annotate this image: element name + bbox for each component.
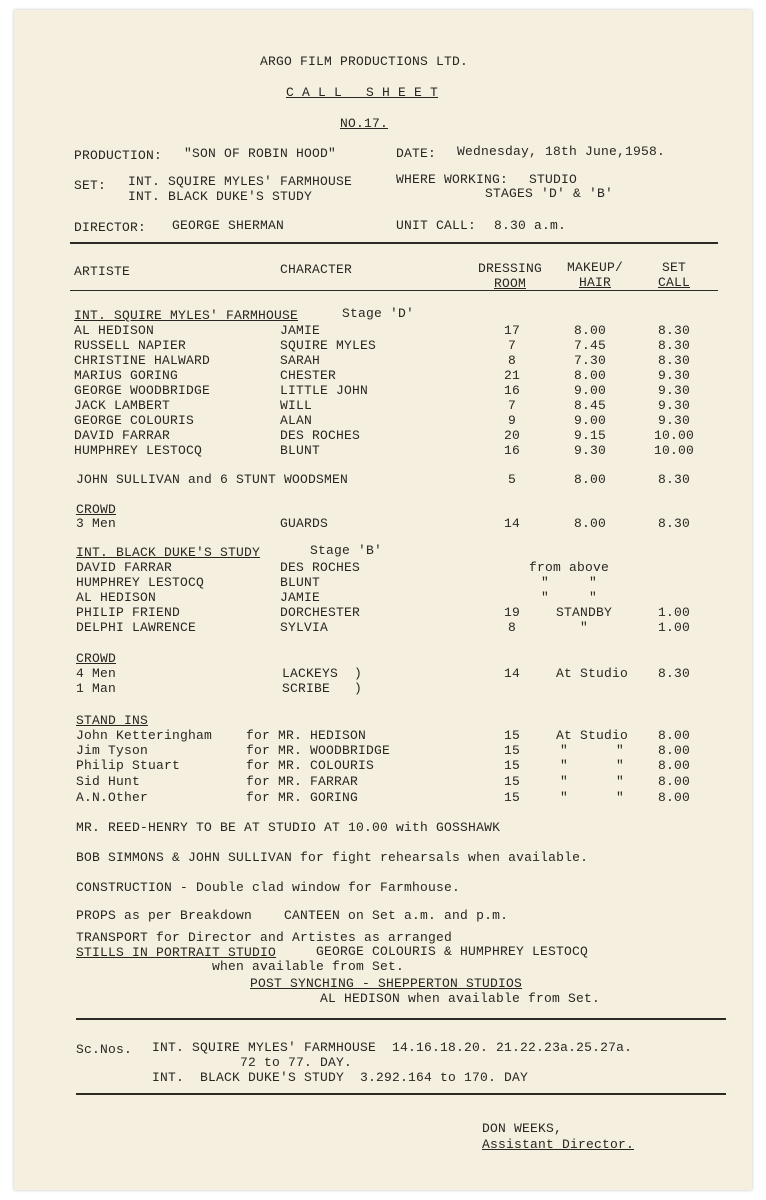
sheet-title: C A L L S H E E T xyxy=(286,85,439,100)
character-name: SARAH xyxy=(280,353,321,368)
stunt-row xyxy=(14,472,752,487)
table-row xyxy=(14,590,752,605)
set-call-time: 1.00 xyxy=(657,620,690,635)
col-artiste: ARTISTE xyxy=(74,264,131,279)
table-row xyxy=(14,605,752,620)
character-name: SQUIRE MYLES xyxy=(280,338,377,353)
stand-in-for: for MR. WOODBRIDGE xyxy=(246,743,391,758)
crowd-makeup-time: At Studio xyxy=(555,666,628,681)
dressing-room: 21 xyxy=(503,368,520,383)
col-dressing-2: ROOM xyxy=(493,276,526,291)
set-label: SET: xyxy=(74,178,107,193)
note-post-synching-line-2: AL HEDISON when available from Set. xyxy=(320,991,601,1006)
artiste-name: AL HEDISON xyxy=(76,590,157,605)
dressing-room: 7 xyxy=(507,338,516,353)
character-name: BLUNT xyxy=(280,575,321,590)
dressing-room: 8 xyxy=(507,620,516,635)
date-value: Wednesday, 18th June,1958. xyxy=(457,144,666,159)
table-row xyxy=(14,774,752,789)
set-line-1: INT. SQUIRE MYLES' FARMHOUSE xyxy=(128,174,353,189)
scenes-line-1: INT. SQUIRE MYLES' FARMHOUSE 14.16.18.20. 21.22.23a.25.27a. xyxy=(152,1040,633,1055)
stand-in-for: for MR. HEDISON xyxy=(246,728,367,743)
artiste-name: DAVID FARRAR xyxy=(76,560,173,575)
character-name: LITTLE JOHN xyxy=(280,383,369,398)
table-row xyxy=(14,398,752,413)
set-call-time: 8.00 xyxy=(657,774,690,789)
dressing-room: 15 xyxy=(503,790,520,805)
artiste-name: GEORGE COLOURIS xyxy=(74,413,195,428)
character-name: DES ROCHES xyxy=(280,560,361,575)
character-name: DORCHESTER xyxy=(280,605,361,620)
table-row xyxy=(14,338,752,353)
stand-in-name: A.N.Other xyxy=(76,790,149,805)
stand-in-name: John Ketteringham xyxy=(76,728,213,743)
divider-top xyxy=(70,242,718,244)
set-call-time: 10.00 xyxy=(653,428,694,443)
artiste-name: DELPHI LAWRENCE xyxy=(76,620,197,635)
set-call-time: 8.30 xyxy=(657,516,690,531)
note-stills-label: STILLS IN PORTRAIT STUDIO xyxy=(76,945,277,960)
dressing-room: 19 xyxy=(503,605,520,620)
artiste-name: 3 Men xyxy=(76,516,117,531)
unit-call-label: UNIT CALL: xyxy=(396,218,477,233)
makeup-time: " " xyxy=(540,590,597,605)
stand-in-name: Sid Hunt xyxy=(76,774,141,789)
dressing-room: 8 xyxy=(507,353,516,368)
makeup-time: " " xyxy=(559,758,624,773)
artiste-name: MARIUS GORING xyxy=(74,368,179,383)
artiste-name: JACK LAMBERT xyxy=(74,398,171,413)
makeup-time: 9.00 xyxy=(573,383,606,398)
divider-scenes-bottom xyxy=(76,1093,726,1095)
artiste-name: RUSSELL NAPIER xyxy=(74,338,187,353)
table-row xyxy=(14,790,752,805)
note-stills-value: GEORGE COLOURIS & HUMPHREY LESTOCQ xyxy=(316,944,589,959)
director-label: DIRECTOR: xyxy=(74,220,147,235)
character-name: ALAN xyxy=(280,413,313,428)
makeup-time: 7.30 xyxy=(573,353,606,368)
character-name: LACKEYS ) xyxy=(282,666,363,681)
makeup-time: 8.00 xyxy=(573,516,606,531)
set-call-time: 1.00 xyxy=(657,605,690,620)
dressing-room: 9 xyxy=(507,413,516,428)
date-label: DATE: xyxy=(396,146,437,161)
makeup-time: 9.30 xyxy=(573,443,606,458)
artiste-name: GEORGE WOODBRIDGE xyxy=(74,383,211,398)
where-working-value: STUDIO xyxy=(529,172,578,187)
dressing-room: 16 xyxy=(503,443,520,458)
makeup-time: " " xyxy=(559,790,624,805)
makeup-time: 8.45 xyxy=(573,398,606,413)
artiste-name: HUMPHREY LESTOCQ xyxy=(76,575,205,590)
set-call-time: 8.00 xyxy=(657,728,690,743)
table-row xyxy=(14,758,752,773)
set-call-time: 8.30 xyxy=(657,323,690,338)
divider-header xyxy=(70,290,718,291)
set-call-time: 8.30 xyxy=(657,338,690,353)
note-post-synching: POST SYNCHING - SHEPPERTON STUDIOS xyxy=(250,976,523,991)
table-row xyxy=(14,743,752,758)
crowd-row xyxy=(14,516,752,531)
dressing-room: 15 xyxy=(503,728,520,743)
col-makeup-2: HAIR xyxy=(578,275,611,290)
production-title: "SON OF ROBIN HOOD" xyxy=(184,146,337,161)
makeup-time: 9.15 xyxy=(573,428,606,443)
sheet-number: NO.17. xyxy=(340,116,389,131)
makeup-time: 7.45 xyxy=(573,338,606,353)
director-value: GEORGE SHERMAN xyxy=(172,218,285,233)
makeup-time: " " xyxy=(559,774,624,789)
col-dressing-1: DRESSING xyxy=(477,261,542,276)
character-name: BLUNT xyxy=(280,443,321,458)
dressing-room: 17 xyxy=(503,323,520,338)
table-row xyxy=(14,368,752,383)
character-name: SYLVIA xyxy=(280,620,329,635)
dressing-room: 16 xyxy=(503,383,520,398)
company-name: ARGO FILM PRODUCTIONS LTD. xyxy=(260,54,469,69)
set-line-2: INT. BLACK DUKE'S STUDY xyxy=(128,189,313,204)
production-label: PRODUCTION: xyxy=(74,148,163,163)
table-row xyxy=(14,323,752,338)
makeup-time: " " xyxy=(559,743,624,758)
makeup-time: 8.00 xyxy=(573,368,606,383)
artiste-name: PHILIP FRIEND xyxy=(76,605,181,620)
dressing-room: 15 xyxy=(503,743,520,758)
section-1-stage: Stage 'D' xyxy=(342,306,415,321)
crowd-row xyxy=(14,666,752,681)
dressing-room: 20 xyxy=(503,428,520,443)
crowd-dressing-room: 14 xyxy=(503,666,520,681)
stages-value: STAGES 'D' & 'B' xyxy=(485,186,614,201)
stand-in-for: for MR. COLOURIS xyxy=(246,758,375,773)
call-sheet-paper xyxy=(14,10,752,1190)
stand-in-name: Philip Stuart xyxy=(76,758,181,773)
stunt-text: JOHN SULLIVAN and 6 STUNT WOODSMEN xyxy=(76,472,349,487)
scenes-line-3: INT. BLACK DUKE'S STUDY 3.292.164 to 170. DAY xyxy=(152,1070,529,1085)
artiste-name: 1 Man xyxy=(76,681,117,696)
divider-scenes-top xyxy=(76,1018,726,1020)
signature-title: Assistant Director. xyxy=(482,1137,635,1152)
character-name: SCRIBE ) xyxy=(282,681,363,696)
dressing-room: 7 xyxy=(507,398,516,413)
unit-call-value: 8.30 a.m. xyxy=(494,218,567,233)
table-row xyxy=(14,353,752,368)
crowd-row xyxy=(14,681,752,696)
character-name: DES ROCHES xyxy=(280,428,361,443)
set-call-time: 8.00 xyxy=(657,758,690,773)
stand-ins-title: STAND INS xyxy=(76,713,149,728)
set-call-time: 9.30 xyxy=(657,398,690,413)
dressing-room: 5 xyxy=(507,472,516,487)
artiste-name: 4 Men xyxy=(76,666,117,681)
table-row xyxy=(14,575,752,590)
scenes-line-2: 72 to 77. DAY. xyxy=(240,1055,353,1070)
table-row xyxy=(14,560,752,575)
stand-in-for: for MR. FARRAR xyxy=(246,774,359,789)
makeup-time: 8.00 xyxy=(573,323,606,338)
dressing-room: 15 xyxy=(503,758,520,773)
note-transport: TRANSPORT for Director and Artistes as arranged xyxy=(76,930,453,945)
artiste-name: DAVID FARRAR xyxy=(74,428,171,443)
set-call-time: 9.30 xyxy=(657,368,690,383)
signature-name: DON WEEKS, xyxy=(482,1121,563,1136)
col-set-2: CALL xyxy=(657,275,690,290)
set-call-time: 8.00 xyxy=(657,790,690,805)
dressing-room: 14 xyxy=(503,516,520,531)
table-row xyxy=(14,413,752,428)
makeup-time: from above xyxy=(528,560,609,575)
makeup-time: 9.00 xyxy=(573,413,606,428)
note-props: PROPS as per Breakdown CANTEEN on Set a.m. and p.m. xyxy=(76,908,509,923)
makeup-time: STANDBY xyxy=(555,605,612,620)
set-call-time: 8.00 xyxy=(657,743,690,758)
table-row xyxy=(14,443,752,458)
note-construction: CONSTRUCTION - Double clad window for Farmhouse. xyxy=(76,880,461,895)
note-reed-henry: MR. REED-HENRY TO BE AT STUDIO AT 10.00 with GOSSHAWK xyxy=(76,820,501,835)
section-1-title: INT. SQUIRE MYLES' FARMHOUSE xyxy=(74,308,299,323)
crowd-title: CROWD xyxy=(76,502,117,517)
set-call-time: 9.30 xyxy=(657,413,690,428)
crowd-title: CROWD xyxy=(76,651,117,666)
stand-in-name: Jim Tyson xyxy=(76,743,149,758)
character-name: GUARDS xyxy=(280,516,329,531)
where-working-label: WHERE WORKING: xyxy=(396,172,509,187)
makeup-time: " xyxy=(579,620,588,635)
makeup-time: At Studio xyxy=(555,728,628,743)
set-call-time: 10.00 xyxy=(653,443,694,458)
set-call-time: 8.30 xyxy=(657,353,690,368)
artiste-name: HUMPHREY LESTOCQ xyxy=(74,443,203,458)
character-name: WILL xyxy=(280,398,313,413)
table-row xyxy=(14,428,752,443)
scenes-label: Sc.Nos. xyxy=(76,1042,133,1057)
artiste-name: AL HEDISON xyxy=(74,323,155,338)
artiste-name: CHRISTINE HALWARD xyxy=(74,353,211,368)
stand-in-for: for MR. GORING xyxy=(246,790,359,805)
character-name: CHESTER xyxy=(280,368,337,383)
col-character: CHARACTER xyxy=(280,262,353,277)
col-makeup-1: MAKEUP/ xyxy=(566,260,623,275)
section-2-title: INT. BLACK DUKE'S STUDY xyxy=(76,545,261,560)
crowd-set-call: 8.30 xyxy=(657,666,690,681)
character-name: JAMIE xyxy=(280,590,321,605)
dressing-room: 15 xyxy=(503,774,520,789)
note-stills-line-2: when available from Set. xyxy=(212,959,405,974)
table-row xyxy=(14,620,752,635)
col-set-1: SET xyxy=(661,260,686,275)
section-2-stage: Stage 'B' xyxy=(310,543,383,558)
set-call-time: 8.30 xyxy=(657,472,690,487)
set-call-time: 9.30 xyxy=(657,383,690,398)
makeup-time: 8.00 xyxy=(573,472,606,487)
table-row xyxy=(14,383,752,398)
table-row xyxy=(14,728,752,743)
character-name: JAMIE xyxy=(280,323,321,338)
makeup-time: " " xyxy=(540,575,597,590)
note-fight-rehearsals: BOB SIMMONS & JOHN SULLIVAN for fight rehearsals when available. xyxy=(76,850,589,865)
